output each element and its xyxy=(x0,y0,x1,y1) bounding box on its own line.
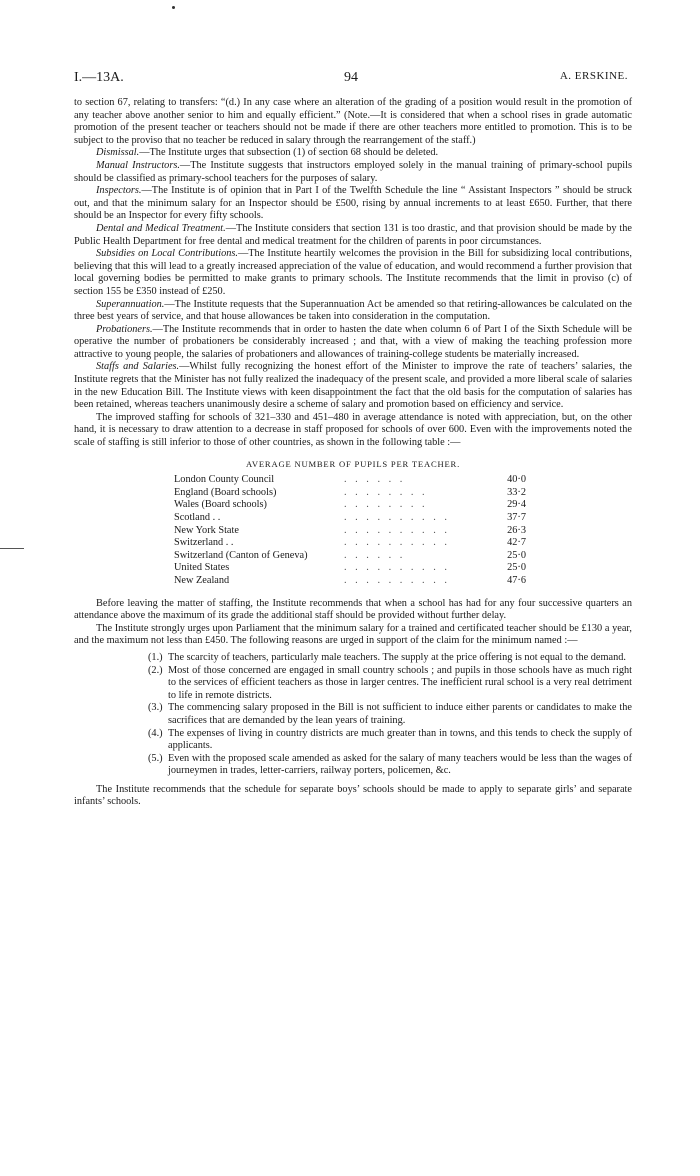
leader-dots: . . . . . . xyxy=(344,474,406,486)
country-cell: Scotland . . xyxy=(174,512,221,523)
country-cell: London County Council xyxy=(174,474,275,486)
paragraph-improved-staffing: The improved staffing for schools of 321–330 and 451–480 in average attendance is noted with appreciation, but, on the other hand, it is necessary to draw attention to a decrease in staff proposed for schools of over 600. Even with the improvements noted the scale of staffing is still inferior to those of other countries, as shown in the following table :— xyxy=(74,411,632,449)
scan-speck xyxy=(172,6,175,9)
country-cell: England (Board schools) xyxy=(174,486,277,498)
reason-item xyxy=(148,652,632,665)
reason-item xyxy=(148,702,632,727)
pupils-value-cell: 40·0 xyxy=(507,474,526,486)
paragraph-dental-medical xyxy=(74,223,632,248)
paragraph-staffing-delay: Before leaving the matter of staffing, the Institute recommends that when a school has had for any four successive quarters an attendance above the maximum of its grade the additional staff should be provided without further delay. xyxy=(74,597,632,622)
country-cell: Switzerland (Canton of Geneva) xyxy=(174,549,308,561)
table-row xyxy=(174,512,526,525)
paragraph-probationers xyxy=(74,324,632,362)
leader-dots: . . . . . . . . . . xyxy=(344,512,450,523)
heading-staffs-salaries: Staffs and Salaries. xyxy=(96,361,180,373)
leader-dots: . . . . . . . . . . xyxy=(344,562,450,574)
table-row xyxy=(174,575,526,588)
pupils-value-cell: 37·7 xyxy=(507,512,526,523)
text-probationers: —The Institute recommends that in order to hasten the date when column 6 of Part I of the Sixth Schedule will be operative the number of probationers be considerably increased ; and that, with a view of making the teaching profession more attractive to young people, the salaries of probationers and allowances of training-college students be materially increased. xyxy=(74,323,632,360)
leader-dots: . . . . . . . . . . xyxy=(344,524,450,536)
page-header xyxy=(74,70,628,88)
heading-dismissal: Dismissal. xyxy=(96,147,140,159)
reason-number: (5.) xyxy=(148,752,163,764)
country-cell: New Zealand xyxy=(174,574,230,586)
text-staffs-salaries: —Whilst fully recognizing the honest effort of the Minister to improve the rate of teachers’ salaries, the Institute regrets that the Minister has not fully realized the inadequacy of the present scale, and provided a more liberal scale of salaries in the new Education Bill. The Institute views with keen disappointment the fact that the old basis for the computation of salaries has been retained, whereas teachers unanimously desire a scheme of salary and promotion based on efficiency and service. xyxy=(74,361,632,411)
pupils-value-cell: 26·3 xyxy=(507,524,526,536)
pupils-value-cell: 33·2 xyxy=(507,486,526,498)
paragraph-subsidies xyxy=(74,248,632,298)
country-cell: New York State xyxy=(174,524,239,536)
heading-inspectors: Inspectors. xyxy=(96,185,142,197)
leader-dots: . . . . . . . . xyxy=(344,499,428,511)
table-row xyxy=(174,562,526,575)
text-dismissal: —The Institute urges that subsection (1) of section 68 should be deleted. xyxy=(139,147,439,159)
margin-mark xyxy=(0,548,24,549)
text-manual-instructors: —The Institute suggests that instructors employed solely in the manual training of primary-school pupils should be classified as primary-school teachers for the purposes of salary. xyxy=(74,159,632,184)
paragraph-dismissal xyxy=(74,147,632,160)
leader-dots: . . . . . . xyxy=(344,549,406,561)
reason-text: The scarcity of teachers, particularly male teachers. The supply at the price offering is not equal to the demand. xyxy=(168,651,626,663)
heading-subsidies: Subsidies on Local Contributions. xyxy=(96,248,238,260)
paragraph-inspectors xyxy=(74,185,632,223)
reason-number: (2.) xyxy=(148,664,163,676)
pupils-value-cell: 25·0 xyxy=(507,549,526,561)
reason-text: Most of those concerned are engaged in small country schools ; and pupils in those schools have as much right to the services of efficient teachers as those in larger centres. The inefficient rural school is a very real detriment to life in remote districts. xyxy=(168,664,632,701)
text-dental-medical: —The Institute considers that section 131 is too drastic, and that provision should be made by the Public Health Department for free dental and medical treatment for the children of parents in poor circumstances. xyxy=(74,222,632,247)
text-subsidies: —The Institute heartily welcomes the provision in the Bill for subsidizing local contributions, believing that this will lead to a greatly increased appreciation of the value of education, and would recommend a further provision that local governing bodies be permitted to make grants to primary schools. The Institute recommends that the limit in proviso (c) of section 155 be £350 instead of £250. xyxy=(74,248,632,297)
reason-item xyxy=(148,728,632,753)
reason-text: The expenses of living in country districts are much greater than in towns, and this tends to check the supply of applicants. xyxy=(168,727,632,752)
country-cell: Switzerland . . xyxy=(174,537,234,549)
reason-item xyxy=(148,753,632,778)
page-number: 94 xyxy=(344,70,358,85)
pupils-value-cell: 25·0 xyxy=(507,562,526,574)
reason-number: (4.) xyxy=(148,727,163,739)
leader-dots: . . . . . . . . xyxy=(344,486,428,498)
table-row xyxy=(174,499,526,512)
table-row xyxy=(174,525,526,538)
text-inspectors: —The Institute is of opinion that in Part I of the Twelfth Schedule the line “ Assistant Inspectors ” should be struck out, and that the minimum salary for an Inspector should be £500, rising by annual increments to at least £650. Further, that there should be an Inspector for every fifty schools. xyxy=(74,185,632,222)
country-cell: United States xyxy=(174,562,230,574)
reason-text: Even with the proposed scale amended as asked for the salary of many teachers would be less than the wages of journeymen in trades, letter-carriers, railway porters, policemen, &c. xyxy=(168,752,632,777)
text-superannuation: —The Institute requests that the Superannuation Act be amended so that retiring-allowances be calculated on the three best years of service, and that house allowances be taken into consideration in the computation. xyxy=(74,298,632,323)
paragraph-minimum-salary: The Institute strongly urges upon Parliament that the minimum salary for a trained and certificated teacher should be £130 a year, and the maximum not less than £450. The following reasons are urged in support of the claim for the minimum named :— xyxy=(74,622,632,647)
heading-superannuation: Superannuation. xyxy=(96,298,165,310)
table-row xyxy=(174,487,526,500)
paragraph-transfers: to section 67, relating to transfers: “(d.) In any case where an alteration of the grading of a position would result in the promotion of any teacher above another senior to him and equally efficient.” (Note.—It is considered that when a school rises in grade automatic promotion of the present teacher or teachers should not be made if there are other teachers more entitled to promotion. This is to be subject to the proviso that no teacher be reduced in salary through the rearrangement of the staff.) xyxy=(74,97,632,146)
country-cell: Wales (Board schools) xyxy=(174,499,267,511)
paragraph-separate-schools: The Institute recommends that the schedule for separate boys’ schools should be made to apply to separate girls’ and separate infants’ schools. xyxy=(74,783,632,808)
paragraph-manual-instructors xyxy=(74,160,632,185)
leader-dots: . . . . . . . . . . xyxy=(344,574,450,586)
pupils-per-teacher-table xyxy=(174,474,526,587)
reason-number: (1.) xyxy=(148,651,163,663)
table-title: AVERAGE NUMBER OF PUPILS PER TEACHER. xyxy=(245,458,461,469)
heading-dental-medical: Dental and Medical Treatment. xyxy=(96,222,226,234)
pupils-value-cell: 29·4 xyxy=(507,499,526,511)
leader-dots: . . . . . . . . . . xyxy=(344,537,450,549)
reason-text: The commencing salary proposed in the Bill is not sufficient to induce either parents or candidates to make the sacrifices that are demanded by the lean years of training. xyxy=(168,702,632,726)
reason-item xyxy=(148,665,632,703)
document-body xyxy=(74,97,632,809)
table-row xyxy=(174,550,526,563)
heading-manual-instructors: Manual Instructors. xyxy=(96,159,180,171)
paragraph-superannuation xyxy=(74,299,632,324)
table-row xyxy=(174,537,526,550)
pupils-value-cell: 47·6 xyxy=(507,574,526,586)
pupils-value-cell: 42·7 xyxy=(507,537,526,549)
paragraph-staffs-salaries xyxy=(74,361,632,411)
reasons-list xyxy=(74,652,632,778)
report-reference: I.—13A. xyxy=(74,70,124,85)
heading-probationers: Probationers. xyxy=(96,323,153,335)
reason-number: (3.) xyxy=(148,702,163,714)
witness-name: A. ERSKINE. xyxy=(559,70,628,82)
table-row xyxy=(174,474,526,487)
